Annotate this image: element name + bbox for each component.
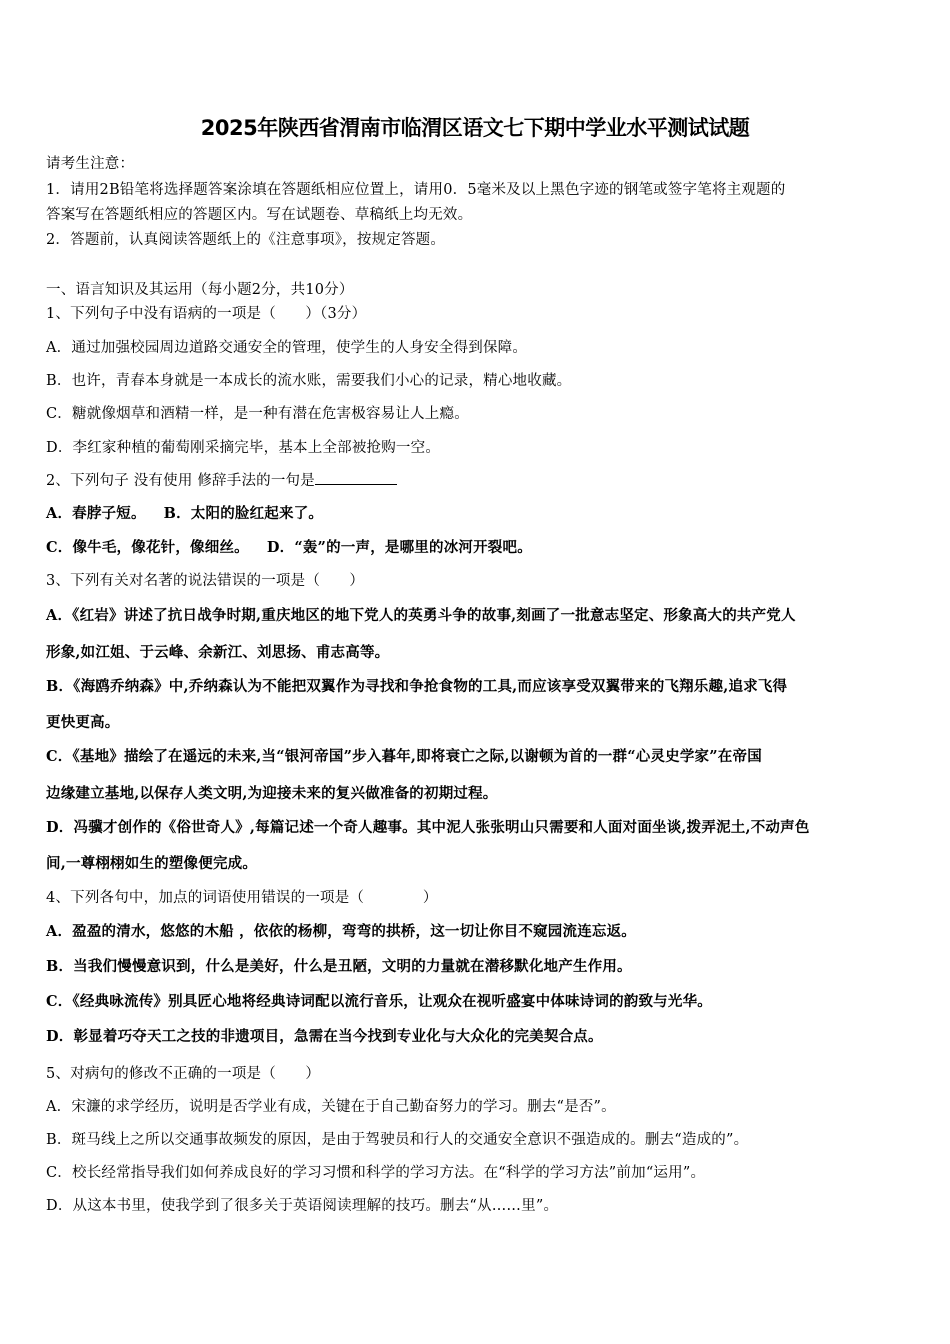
question-option: B．也许，青春本身就是一本成长的流水账，需要我们小心的记录，精心地收藏。 <box>46 373 572 389</box>
question-options-row <box>46 536 532 557</box>
question-option: A．宋濂的求学经历，说明是否学业有成，关键在于自己勤奋努力的学习。删去“是否”。 <box>46 1099 616 1115</box>
exam-title: 2025年陕西省渭南市临渭区语文七下期中学业水平测试试题 <box>200 116 750 140</box>
question-option: C．像牛毛，像花针，像细丝。 <box>46 539 249 556</box>
question-option: C．《基地》描绘了在遥远的未来,当“银河帝国”步入暮年,即将衰亡之际,以谢顿为首的一群“心灵史学家”在帝国 <box>46 748 762 765</box>
question-option: D．从这本书里，使我学到了很多关于英语阅读理解的技巧。删去“从……里”。 <box>46 1198 559 1214</box>
question-option: 边缘建立基地,以保存人类文明,为迎接未来的复兴做准备的初期过程。 <box>46 785 498 802</box>
question-option: B．《海鸥乔纳森》中,乔纳森认为不能把双翼作为寻找和争抢食物的工具,而应该享受双翼带来的飞翔乐趣,追求飞得 <box>46 678 788 695</box>
notice-heading: 请考生注意： <box>46 156 135 172</box>
question-stem-2 <box>46 469 397 490</box>
answer-blank <box>315 470 397 485</box>
question-option: B．太阳的脸红起来了。 <box>163 505 324 522</box>
question-option: B．斑马线上之所以交通事故频发的原因，是由于驾驶员和行人的交通安全意识不强造成的。删去“造成的”。 <box>46 1132 749 1148</box>
question-option: 更快更高。 <box>46 714 120 731</box>
question-option: 形象,如江姐、于云峰、余新江、刘思扬、甫志高等。 <box>46 644 390 661</box>
question-options-row <box>46 502 323 523</box>
question-option: A．《红岩》讲述了抗日战争时期,重庆地区的地下党人的英勇斗争的故事,刻画了一批意志坚定、形象高大的共产党人 <box>46 607 796 624</box>
question-option: B．当我们慢慢意识到，什么是美好，什么是丑陋，文明的力量就在潜移默化地产生作用。 <box>46 958 632 975</box>
question-stem: 5、对病句的修改不正确的一项是（ ） <box>46 1066 321 1082</box>
question-option: D．彰显着巧夺天工之技的非遗项目，急需在当今找到专业化与大众化的完美契合点。 <box>46 1028 603 1045</box>
question-option: D．冯骥才创作的《俗世奇人》,每篇记述一个奇人趣事。其中泥人张张明山只需要和人面对面坐谈,拨弄泥土,不动声色 <box>46 819 810 836</box>
section-heading: 一、语言知识及其运用（每小题2分，共10分） <box>46 282 354 298</box>
question-option: A．盈盈的清水，悠悠的木船 ，依依的杨柳，弯弯的拱桥，这一切让你目不窥园流连忘返。 <box>46 923 636 940</box>
notice-item: 2．答题前，认真阅读答题纸上的《注意事项》，按规定答题。 <box>46 232 446 248</box>
question-option: C．校长经常指导我们如何养成良好的学习习惯和科学的学习方法。在“科学的学习方法”前加“运用”。 <box>46 1165 706 1181</box>
question-option: C．糖就像烟草和酒精一样，是一种有潜在危害极容易让人上瘾。 <box>46 406 469 422</box>
question-stem: 3、下列有关对名著的说法错误的一项是（ ） <box>46 573 365 589</box>
notice-item: 答案写在答题纸相应的答题区内。写在试题卷、草稿纸上均无效。 <box>46 207 473 223</box>
question-stem-text: 2、下列句子 没有使用 修辞手法的一句是 <box>46 473 315 489</box>
question-option: A．通过加强校园周边道路交通安全的管理，使学生的人身安全得到保障。 <box>46 340 528 356</box>
question-option: 间,一尊栩栩如生的塑像便完成。 <box>46 855 258 872</box>
question-option: D．李红家种植的葡萄刚采摘完毕，基本上全部被抢购一空。 <box>46 440 441 456</box>
notice-item: 1．请用2B铅笔将选择题答案涂填在答题纸相应位置上，请用0．5毫米及以上黑色字迹的钢笔或签字笔将主观题的 <box>46 182 786 198</box>
question-option: C．《经典咏流传》别具匠心地将经典诗词配以流行音乐，让观众在视听盛宴中体味诗词的韵致与光华。 <box>46 993 712 1010</box>
question-option: D．“轰”的一声，是哪里的冰河开裂吧。 <box>266 539 532 556</box>
question-option: A．春脖子短。 <box>46 505 146 522</box>
question-stem: 4、下列各句中，加点的词语使用错误的一项是（ ） <box>46 890 438 906</box>
question-stem: 1、下列句子中没有语病的一项是（ ）（3分） <box>46 306 367 322</box>
